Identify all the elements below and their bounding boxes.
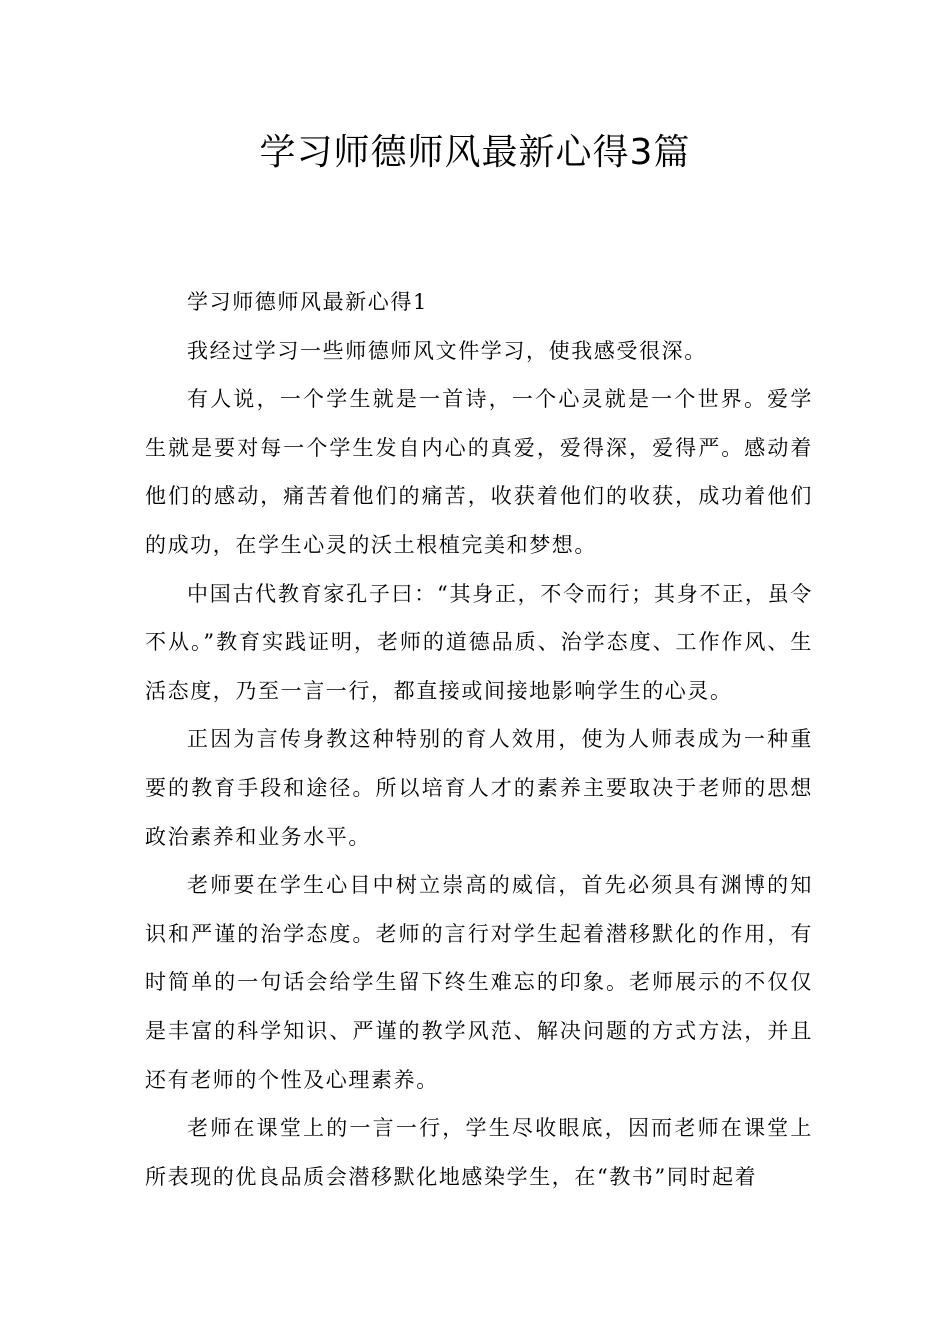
body-paragraph: 正因为言传身教这种特别的育人效用，使为人师表成为一种重要的教育手段和途径。所以培育人才的素养主要取决于老师的思想政治素养和业务水平。 [145, 727, 813, 849]
document-title: 学习师德师风最新心得3篇 [259, 132, 691, 173]
body-paragraph: 老师要在学生心目中树立崇高的威信，首先必须具有渊博的知识和严谨的治学态度。老师的言行对学生起着潜移默化的作用，有时简单的一句话会给学生留下终生难忘的印象。老师展示的不仅仅是丰富的科学知识、严谨的教学风范、解决问题的方式方法，并且还有老师的个性及心理素养。 [145, 873, 813, 1092]
body-paragraph: 中国古代教育家孔子曰：“其身正，不令而行；其身不正，虽令不从。”教育实践证明，老师的道德品质、治学态度、工作作风、生活态度，乃至一言一行，都直接或间接地影响学生的心灵。 [145, 581, 813, 703]
body-paragraph: 我经过学习一些师德师风文件学习，使我感受很深。 [187, 338, 707, 363]
document-body [145, 278, 813, 1201]
section-heading: 学习师德师风最新心得1 [187, 290, 428, 314]
body-paragraph: 老师在课堂上的一言一行，学生尽收眼底，因而老师在课堂上所表现的优良品质会潜移默化地感染学生，在“教书”同时起着 [145, 1116, 813, 1189]
body-paragraph: 有人说，一个学生就是一首诗，一个心灵就是一个世界。爱学生就是要对每一个学生发自内心的真爱，爱得深，爱得严。感动着他们的感动，痛苦着他们的痛苦，收获着他们的收获，成功着他们的成功，在学生心灵的沃土根植完美和梦想。 [145, 387, 813, 557]
